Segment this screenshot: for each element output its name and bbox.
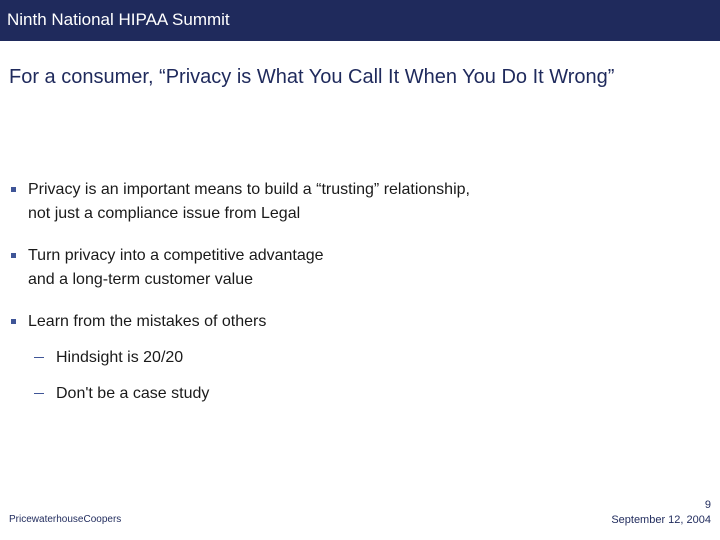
sub-bullet-item <box>10 382 700 406</box>
bullet-text-line: Learn from the mistakes of others <box>28 313 267 330</box>
footer-brand: PricewaterhouseCoopers <box>9 514 122 525</box>
square-bullet-icon <box>11 319 16 324</box>
header-bar <box>0 0 720 41</box>
bullet-list <box>10 178 700 406</box>
sub-bullet-text: Don't be a case study <box>56 385 210 402</box>
sub-bullet-item <box>10 346 700 370</box>
square-bullet-icon <box>11 253 16 258</box>
bullet-item <box>10 178 700 226</box>
square-bullet-icon <box>11 187 16 192</box>
bullet-text-line: Privacy is an important means to build a “trusting” relationship, <box>28 181 470 198</box>
footer-date: September 12, 2004 <box>611 514 711 526</box>
bullet-text-line: Turn privacy into a competitive advantage <box>28 247 324 264</box>
sub-bullet-text: Hindsight is 20/20 <box>56 349 184 366</box>
bullet-item <box>10 310 700 334</box>
header-title: Ninth National HIPAA Summit <box>7 10 230 29</box>
page-number: 9 <box>704 499 711 511</box>
bullet-item <box>10 244 700 292</box>
bullet-text-line: and a long-term customer value <box>28 271 253 288</box>
slide-title: For a consumer, “Privacy is What You Call It When You Do It Wrong” <box>9 66 615 88</box>
dash-bullet-icon <box>34 393 44 394</box>
bullet-text-line: not just a compliance issue from Legal <box>28 205 301 222</box>
dash-bullet-icon <box>34 357 44 358</box>
